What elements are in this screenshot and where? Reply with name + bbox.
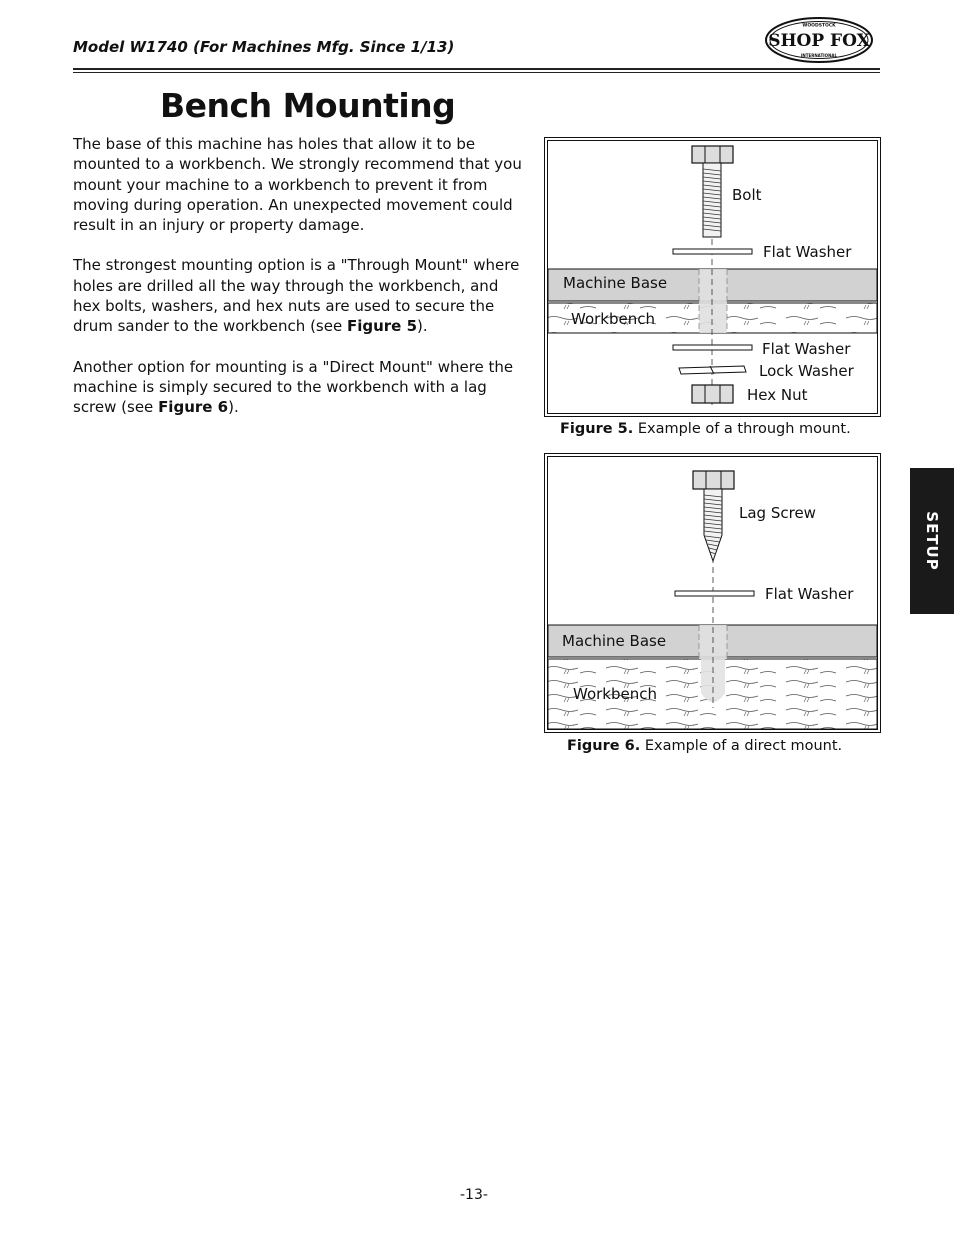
figure-6-direct-mount bbox=[544, 453, 881, 733]
figure-6-reference: Figure 6 bbox=[158, 398, 229, 417]
label-flat-washer: Flat Washer bbox=[765, 585, 854, 603]
label-machine-base: Machine Base bbox=[563, 274, 668, 292]
label-flat-washer-bottom: Flat Washer bbox=[762, 340, 851, 358]
paragraph-3: Another option for mounting is a "Direct Mount" where the machine is simply secured to the workbench with a lag screw (see Figure 6). bbox=[73, 357, 514, 417]
paragraph-2: The strongest mounting option is a "Through Mount" where holes are drilled all the way through the workbench, and hex bolts, washers, and hex nuts are used to secure the drum sander to the workbench (see Figure 5). bbox=[73, 256, 520, 336]
figure-5-reference: Figure 5 bbox=[346, 317, 418, 336]
section-tab-label: SETUP bbox=[923, 511, 941, 571]
label-bolt: Bolt bbox=[732, 186, 762, 204]
figure-5-caption: Figure 5. Example of a through mount. bbox=[560, 421, 851, 437]
label-flat-washer-top: Flat Washer bbox=[763, 243, 852, 261]
section-tab-setup bbox=[910, 468, 954, 614]
page-number: -13- bbox=[460, 1187, 488, 1203]
logo-text: SHOP FOX bbox=[768, 31, 870, 51]
label-lock-washer: Lock Washer bbox=[759, 362, 854, 380]
figure-6-caption: Figure 6. Example of a direct mount. bbox=[567, 738, 843, 754]
header-rule-thick bbox=[73, 68, 880, 70]
label-workbench: Workbench bbox=[573, 685, 657, 703]
label-machine-base: Machine Base bbox=[562, 632, 667, 650]
label-hex-nut: Hex Nut bbox=[747, 386, 808, 404]
shop-fox-logo bbox=[764, 16, 874, 64]
logo-small-text-top: WOODSTOCK bbox=[802, 23, 836, 29]
paragraph-1: The base of this machine has holes that allow it to be mounted to a workbench. We strongly recommend that you mount your machine to a workbench to prevent it from moving during operation. An unexpected movement could result in an injury or property damage. bbox=[73, 135, 522, 235]
label-lag-screw: Lag Screw bbox=[739, 504, 816, 522]
page-title: Bench Mounting bbox=[160, 86, 456, 125]
header-title: Model W1740 (For Machines Mfg. Since 1/13) bbox=[73, 38, 455, 56]
label-workbench: Workbench bbox=[571, 310, 655, 328]
header-rule-thin bbox=[73, 72, 880, 73]
figure-5-through-mount bbox=[544, 137, 881, 417]
body-text bbox=[73, 134, 528, 438]
logo-small-text-bottom: INTERNATIONAL bbox=[800, 53, 838, 58]
